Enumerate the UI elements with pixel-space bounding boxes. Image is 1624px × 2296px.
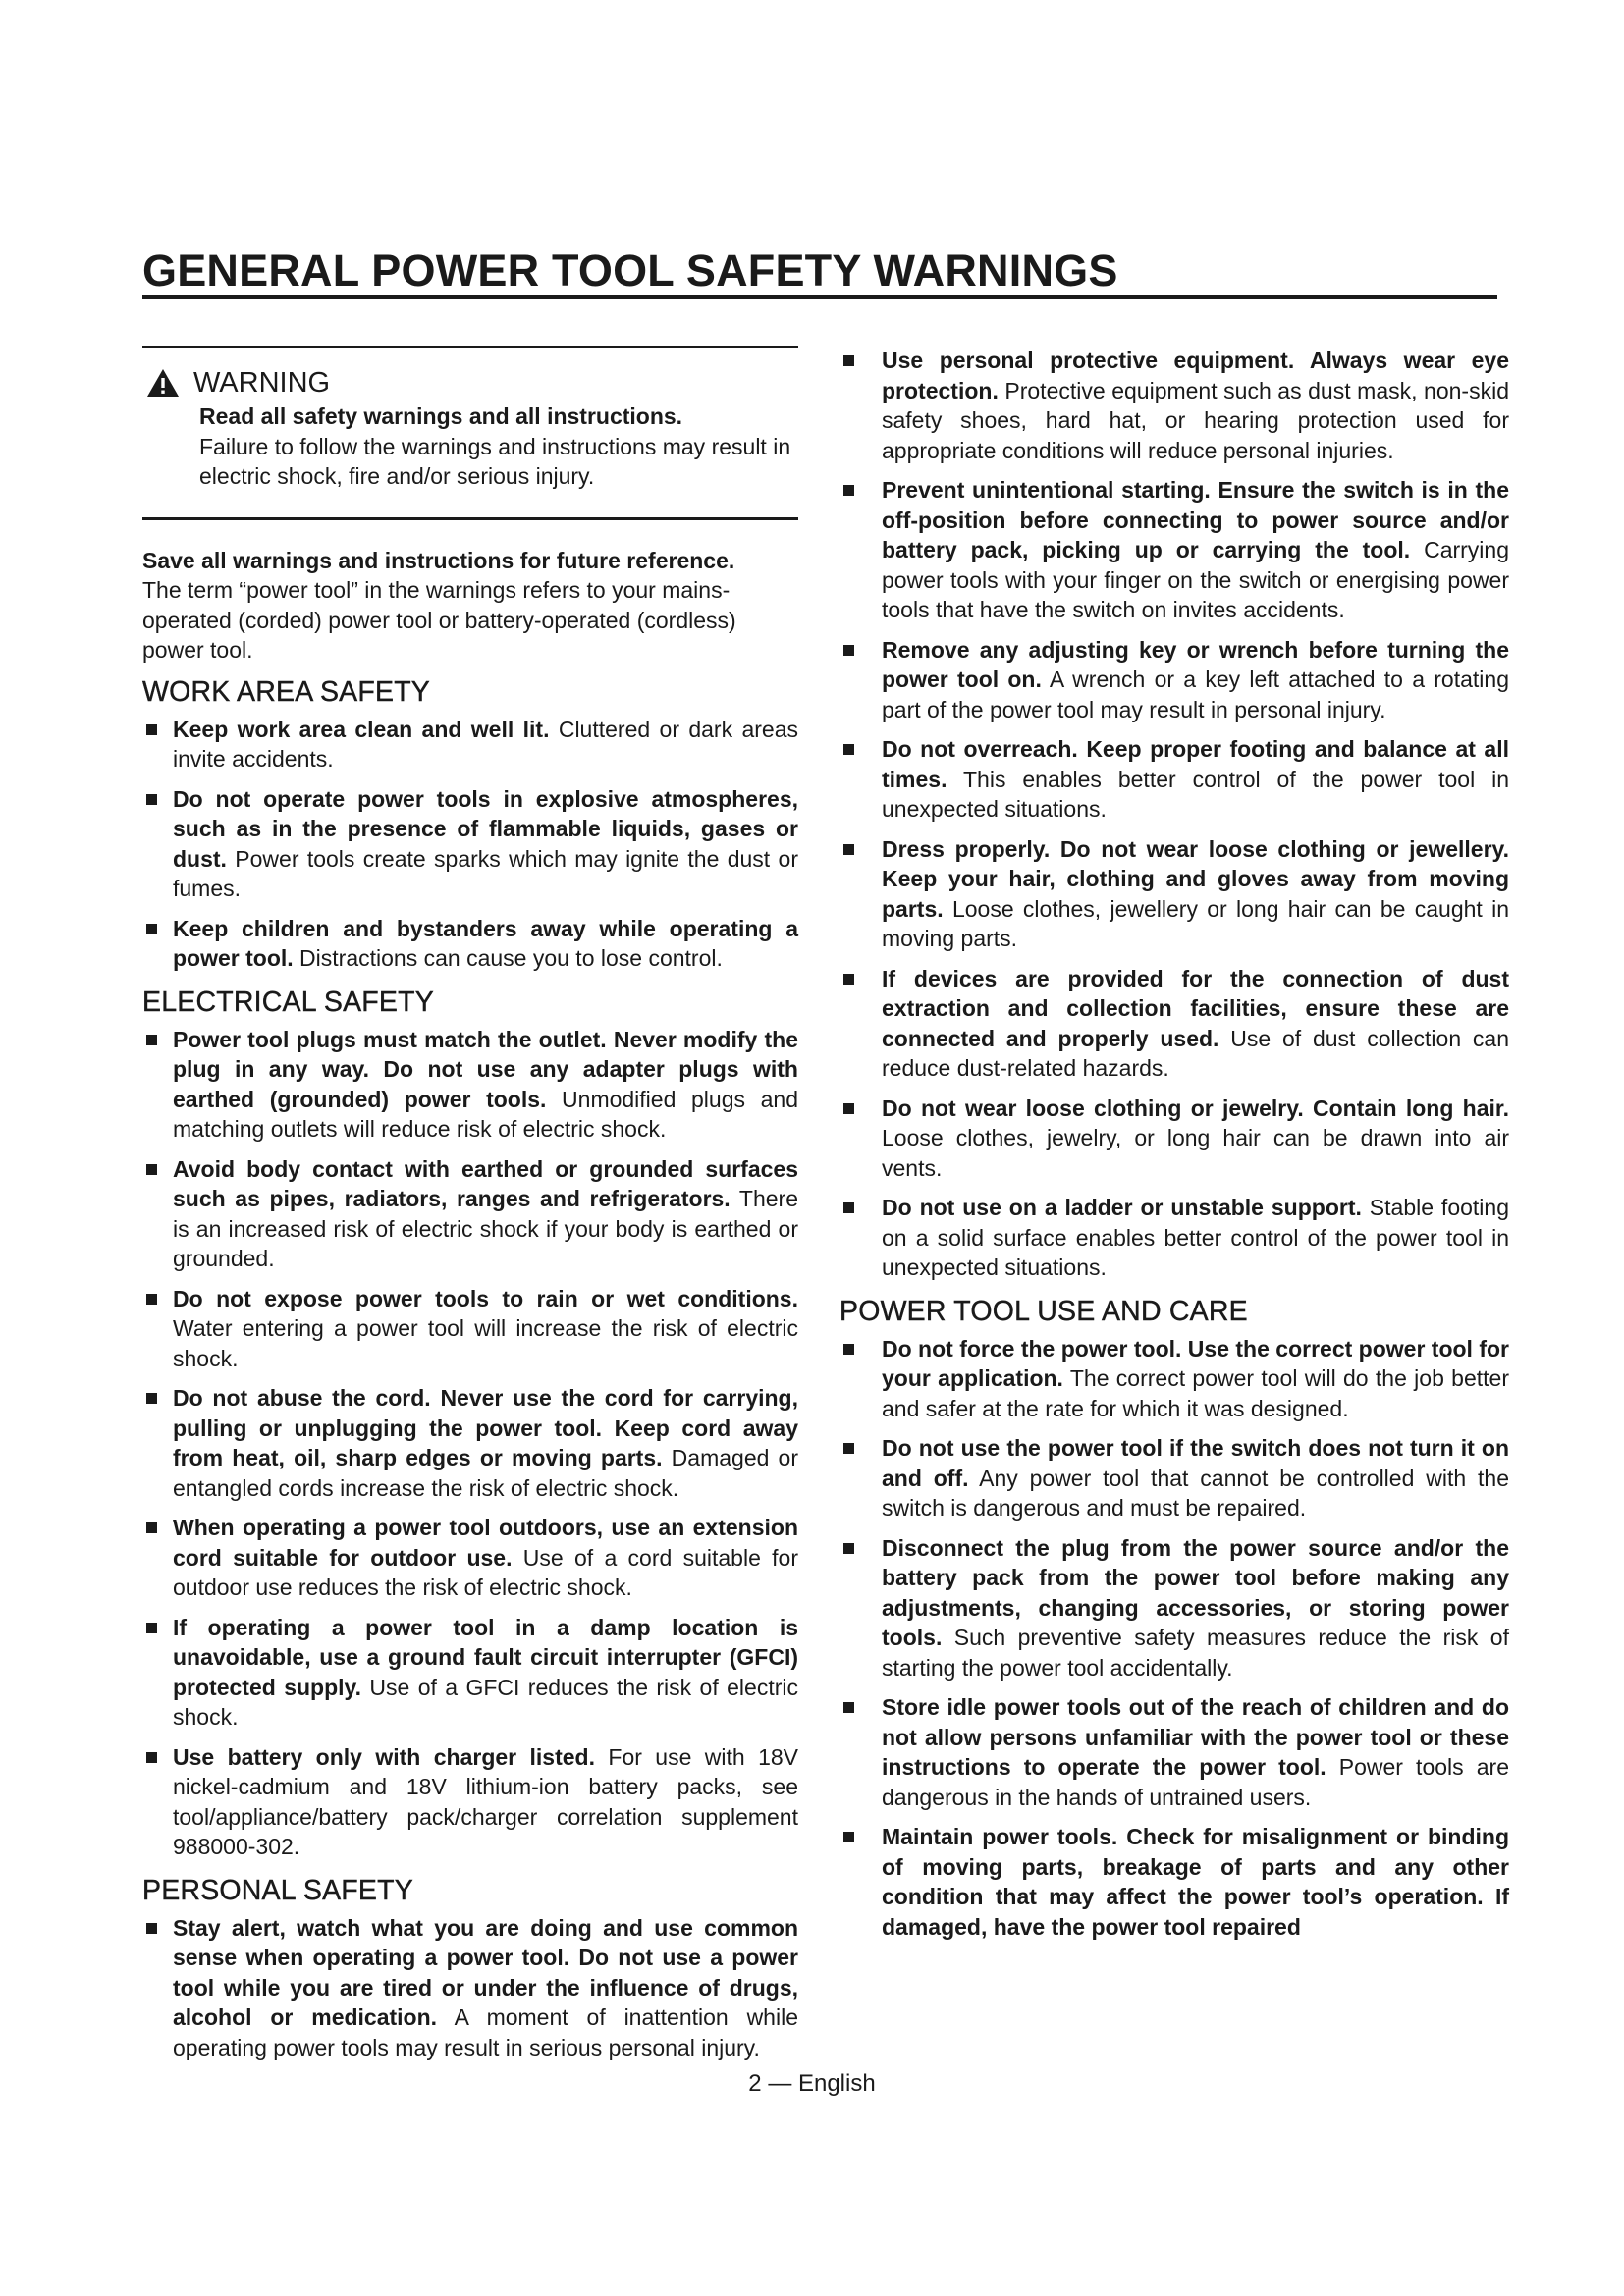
item-text: Protective equipment such as dust mask, non-skid safety shoes, hard hat, or hearing protection used for appropriate conditions will reduce personal injuries. [882, 377, 1509, 463]
square-bullet-icon [843, 1832, 854, 1842]
list-item [142, 1742, 798, 1862]
left-column [142, 346, 798, 2072]
intro-bold: Save all warnings and instructions for future reference. [142, 547, 735, 573]
item-bold: Do not overreach. Keep proper footing and balance at all times. [882, 736, 1509, 792]
item-text: Use of dust collection can reduce dust-related hazards. [882, 1025, 1509, 1081]
list-item [839, 1692, 1509, 1812]
square-bullet-icon [843, 355, 854, 366]
square-bullet-icon [146, 1522, 157, 1533]
item-bold: If operating a power tool in a damp location is unavoidable, use a ground fault circuit interrupter (GFCI) protected supply. [173, 1614, 798, 1700]
square-bullet-icon [146, 1923, 157, 1934]
item-bold: Do not use on a ladder or unstable support. [882, 1195, 1362, 1220]
page-footer: 2 — English [748, 2070, 876, 2097]
list-item [142, 784, 798, 904]
item-bold: Dress properly. Do not wear loose clothing or jewellery. Keep your hair, clothing and gloves away from moving parts. [882, 835, 1509, 922]
item-text: Loose clothes, jewelry, or long hair can be drawn into air vents. [882, 1125, 1509, 1181]
square-bullet-icon [146, 1393, 157, 1404]
square-bullet-icon [146, 1752, 157, 1763]
square-bullet-icon [843, 1443, 854, 1454]
item-bold: Do not wear loose clothing or jewelry. Contain long hair. [882, 1095, 1509, 1121]
list-item [142, 1025, 798, 1145]
item-bold: Use battery only with charger listed. [173, 1743, 595, 1770]
square-bullet-icon [843, 1702, 854, 1713]
right-column [839, 346, 1509, 1951]
warning-heading [142, 366, 798, 400]
list-item [142, 1913, 798, 2063]
list-item [839, 346, 1509, 465]
list-item [839, 1094, 1509, 1184]
item-text: Carrying power tools with your finger on the switch or energising power tools that have the switch on invites accidents. [882, 537, 1509, 622]
square-bullet-icon [146, 1623, 157, 1633]
item-bold: If devices are provided for the connection of dust extraction and collection facilities, ensure these are connected and properly used. [882, 965, 1509, 1051]
list-item [839, 475, 1509, 625]
list-item [142, 1513, 798, 1603]
square-bullet-icon [146, 924, 157, 934]
item-text: Stable footing on a solid surface enables better control of the power tool in unexpected situations. [882, 1195, 1509, 1280]
square-bullet-icon [146, 1164, 157, 1175]
item-text: Use of a GFCI reduces the risk of electric shock. [173, 1674, 798, 1730]
item-text: Loose clothes, jewellery or long hair can be caught in moving parts. [882, 895, 1509, 951]
item-text: Power tools are dangerous in the hands of untrained users. [882, 1754, 1509, 1810]
item-text: Cluttered or dark areas invite accidents. [173, 716, 798, 772]
section-heading-work-area: WORK AREA SAFETY [142, 675, 431, 708]
list-item [142, 715, 798, 774]
list-item [839, 1334, 1509, 1424]
warning-label: WARNING [193, 367, 331, 399]
page-title: GENERAL POWER TOOL SAFETY WARNINGS [142, 245, 1118, 295]
item-bold: Keep children and bystanders away while operating a power tool. [173, 915, 798, 971]
item-bold: Do not force the power tool. Use the correct power tool for your application. [882, 1335, 1509, 1391]
item-text: A moment of inattention while operating power tools may result in serious personal injury. [173, 2004, 798, 2060]
item-bold: Power tool plugs must match the outlet. Never modify the plug in any way. Do not use any adapter plugs with earthed (grounded) power tools. [173, 1026, 798, 1112]
square-bullet-icon [843, 645, 854, 656]
item-text: Power tools create sparks which may ignite the dust or fumes. [173, 845, 798, 901]
item-text: Water entering a power tool will increase the risk of electric shock. [173, 1315, 798, 1371]
list-item [839, 1533, 1509, 1683]
warning-triangle-icon [146, 368, 180, 398]
square-bullet-icon [843, 844, 854, 855]
square-bullet-icon [843, 1103, 854, 1114]
square-bullet-icon [843, 1202, 854, 1213]
list-item [839, 834, 1509, 954]
item-bold: Use personal protective equipment. Always wear eye protection. [882, 347, 1509, 403]
warning-text: Failure to follow the warnings and instructions may result in electric shock, fire and/or serious injury. [199, 433, 791, 489]
item-text: Use of a cord suitable for outdoor use reduces the risk of electric shock. [173, 1544, 798, 1600]
item-bold: Do not use the power tool if the switch does not turn it on and off. [882, 1435, 1509, 1491]
list-item [839, 1822, 1509, 1942]
warning-body [142, 401, 798, 492]
square-bullet-icon [843, 485, 854, 496]
section-heading-personal: PERSONAL SAFETY [142, 1874, 413, 1906]
item-text: There is an increased risk of electric shock if your body is earthed or grounded. [173, 1186, 798, 1271]
item-bold: Disconnect the plug from the power source and/or the battery pack from the power tool before making any adjustments, changing accessories, or storing power tools. [882, 1534, 1509, 1650]
list-item [839, 964, 1509, 1084]
list-item [142, 1383, 798, 1503]
item-text: Such preventive safety measures reduce the risk of starting the power tool accidentally. [882, 1625, 1509, 1681]
list-item [839, 1433, 1509, 1523]
item-bold: Remove any adjusting key or wrench before turning the power tool on. [882, 636, 1509, 692]
list-item [142, 1154, 798, 1274]
square-bullet-icon [843, 974, 854, 985]
warning-bold-text: Read all safety warnings and all instructions. [199, 403, 683, 429]
item-text: Unmodified plugs and matching outlets will reduce risk of electric shock. [173, 1086, 798, 1142]
item-text: For use with 18V nickel-cadmium and 18V lithium-ion battery packs, see tool/appliance/battery pack/charger correlation supplement 988000-302. [173, 1743, 799, 1859]
item-bold: Stay alert, watch what you are doing and use common sense when operating a power tool. Do not use a power tool while you are tired or under the influence of drugs, alcohol or medication. [173, 1914, 798, 2030]
list-item [839, 635, 1509, 725]
item-bold: Do not abuse the cord. Never use the cord for carrying, pulling or unplugging the power tool. Keep cord away from heat, oil, sharp edges or moving parts. [173, 1385, 798, 1470]
item-bold: Store idle power tools out of the reach of children and do not allow persons unfamiliar with the power tool or these instructions to operate the power tool. [882, 1694, 1509, 1780]
list-item [142, 914, 798, 974]
list-item [142, 1613, 798, 1733]
intro-paragraph [142, 546, 798, 666]
warning-box [142, 346, 798, 520]
list-item [839, 734, 1509, 825]
item-bold: Maintain power tools. Check for misalignment or binding of moving parts, breakage of parts and any other condition that may affect the power tool’s operation. If damaged, have the power tool repaired [882, 1824, 1509, 1940]
list-item [142, 1284, 798, 1374]
item-bold: Do not operate power tools in explosive atmospheres, such as in the presence of flammable liquids, gases or dust. [173, 785, 798, 872]
square-bullet-icon [146, 1035, 157, 1045]
item-text: The correct power tool will do the job better and safer at the rate for which it was designed. [882, 1365, 1509, 1421]
item-bold: Keep work area clean and well lit. [173, 716, 550, 742]
item-bold: Do not expose power tools to rain or wet conditions. [173, 1285, 798, 1311]
square-bullet-icon [843, 1543, 854, 1554]
item-text: Any power tool that cannot be controlled with the switch is dangerous and must be repaired. [882, 1465, 1509, 1521]
item-text: Damaged or entangled cords increase the risk of electric shock. [173, 1445, 798, 1501]
section-heading-use-care: POWER TOOL USE AND CARE [839, 1295, 1248, 1327]
item-text: A wrench or a key left attached to a rotating part of the power tool may result in personal injury. [882, 667, 1509, 722]
list-item [839, 1193, 1509, 1283]
item-bold: Avoid body contact with earthed or grounded surfaces such as pipes, radiators, ranges and refrigerators. [173, 1155, 798, 1211]
square-bullet-icon [843, 1344, 854, 1355]
title-rule [142, 295, 1497, 299]
square-bullet-icon [843, 744, 854, 755]
item-bold: When operating a power tool outdoors, use an extension cord suitable for outdoor use. [173, 1515, 798, 1571]
item-text: Distractions can cause you to lose control. [293, 945, 723, 971]
item-bold: Prevent unintentional starting. Ensure the switch is in the off-position before connecting to power source and/or battery pack, picking up or carrying the tool. [882, 477, 1509, 562]
square-bullet-icon [146, 1294, 157, 1305]
intro-text: The term “power tool” in the warnings refers to your mains-operated (corded) power tool or battery-operated (cordless) power tool. [142, 577, 736, 663]
item-text: This enables better control of the power tool in unexpected situations. [882, 766, 1509, 822]
square-bullet-icon [146, 724, 157, 735]
square-bullet-icon [146, 794, 157, 805]
section-heading-electrical: ELECTRICAL SAFETY [142, 986, 434, 1018]
